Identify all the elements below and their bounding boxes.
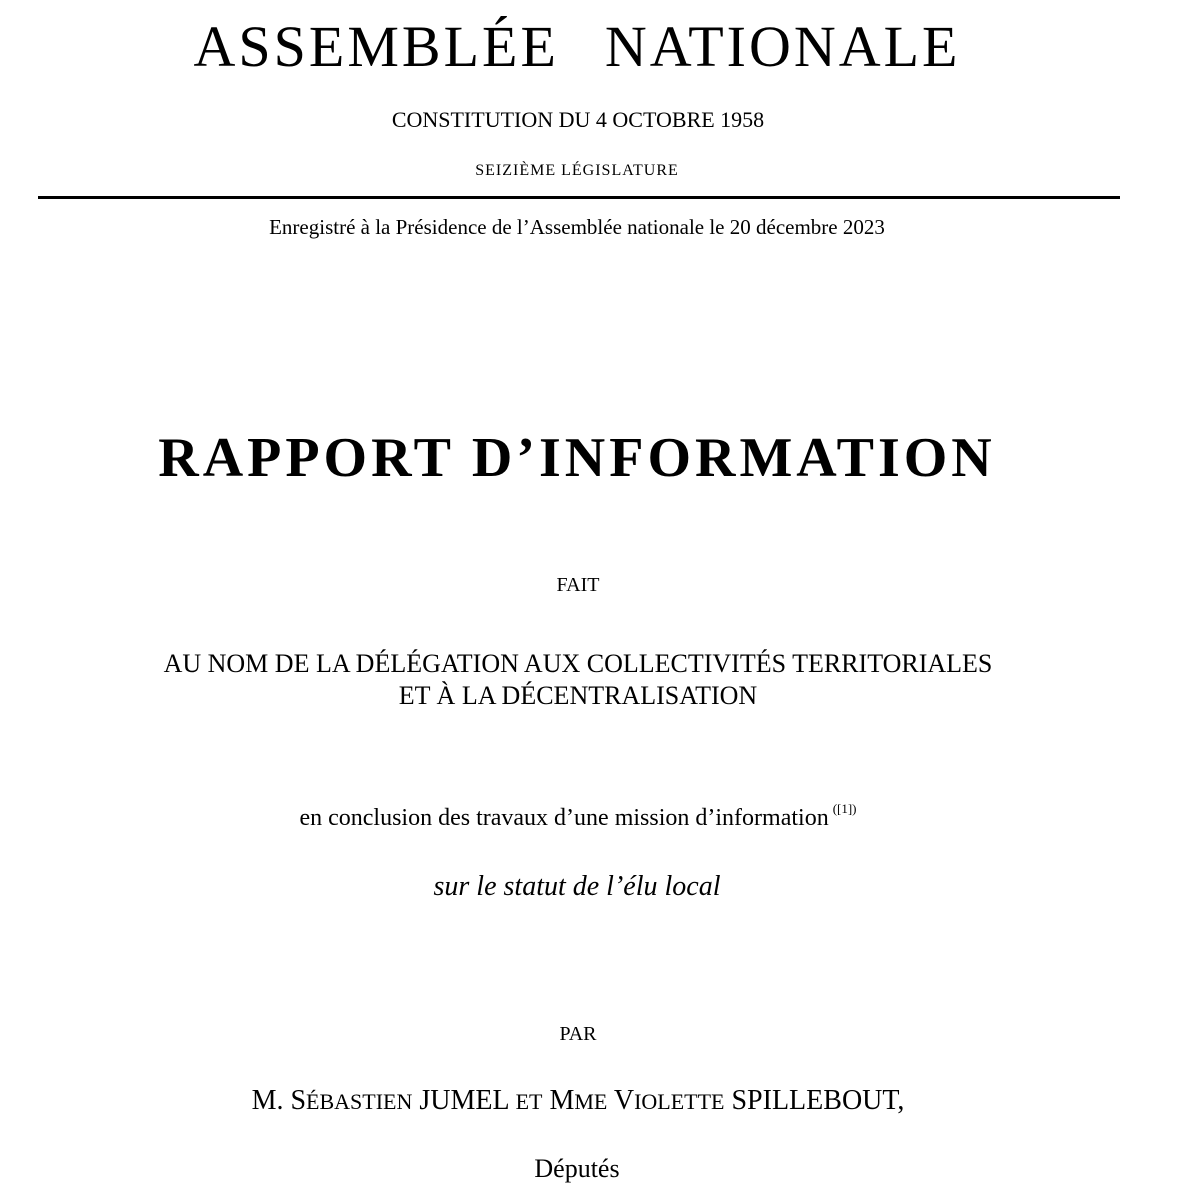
institution-title xyxy=(0,14,1168,80)
conclusion-line xyxy=(0,793,1169,834)
authors-line xyxy=(0,1083,1169,1120)
authors-role: Députés xyxy=(534,1154,620,1183)
constitution-line: CONSTITUTION DU 4 OCTOBRE 1958 xyxy=(391,107,765,132)
delegation-line-2: ET À LA DÉCENTRALISATION xyxy=(398,681,758,710)
authors-conjunction: ET xyxy=(515,1089,543,1114)
author-1-firstname-rest: ÉBASTIEN xyxy=(306,1089,413,1114)
report-subject: sur le statut de l’élu local xyxy=(433,871,721,902)
author-2-title-rest: ME xyxy=(574,1089,608,1114)
par-label: PAR xyxy=(559,1023,597,1045)
author-2-title-initial: M xyxy=(542,1085,575,1116)
institution-word-1: ASSEMBLÉE xyxy=(193,14,559,79)
delegation-line-1: AU NOM DE LA DÉLÉGATION AUX COLLECTIVITÉS TERRITORIALES xyxy=(163,649,993,678)
report-title: RAPPORT D’INFORMATION xyxy=(158,427,996,489)
legislature-line: SEIZIÈME LÉGISLATURE xyxy=(475,162,679,179)
header-divider xyxy=(38,196,1120,199)
registration-line: Enregistré à la Présidence de l’Assemblée nationale le 20 décembre 2023 xyxy=(269,215,885,239)
author-1-lastname: JUMEL xyxy=(412,1085,516,1116)
author-2-firstname-rest: IOLETTE xyxy=(634,1089,725,1114)
delegation-block xyxy=(0,648,1169,712)
author-1-prefix: M. S xyxy=(251,1085,307,1116)
institution-word-2: NATIONALE xyxy=(604,14,961,79)
author-2-firstname-initial: V xyxy=(607,1085,635,1116)
fait-label: FAIT xyxy=(556,574,600,596)
conclusion-text: en conclusion des travaux d’une mission d’information xyxy=(299,805,829,831)
author-2-lastname: SPILLEBOUT, xyxy=(724,1085,905,1116)
footnote-reference[interactable]: ([1]) xyxy=(832,801,857,816)
